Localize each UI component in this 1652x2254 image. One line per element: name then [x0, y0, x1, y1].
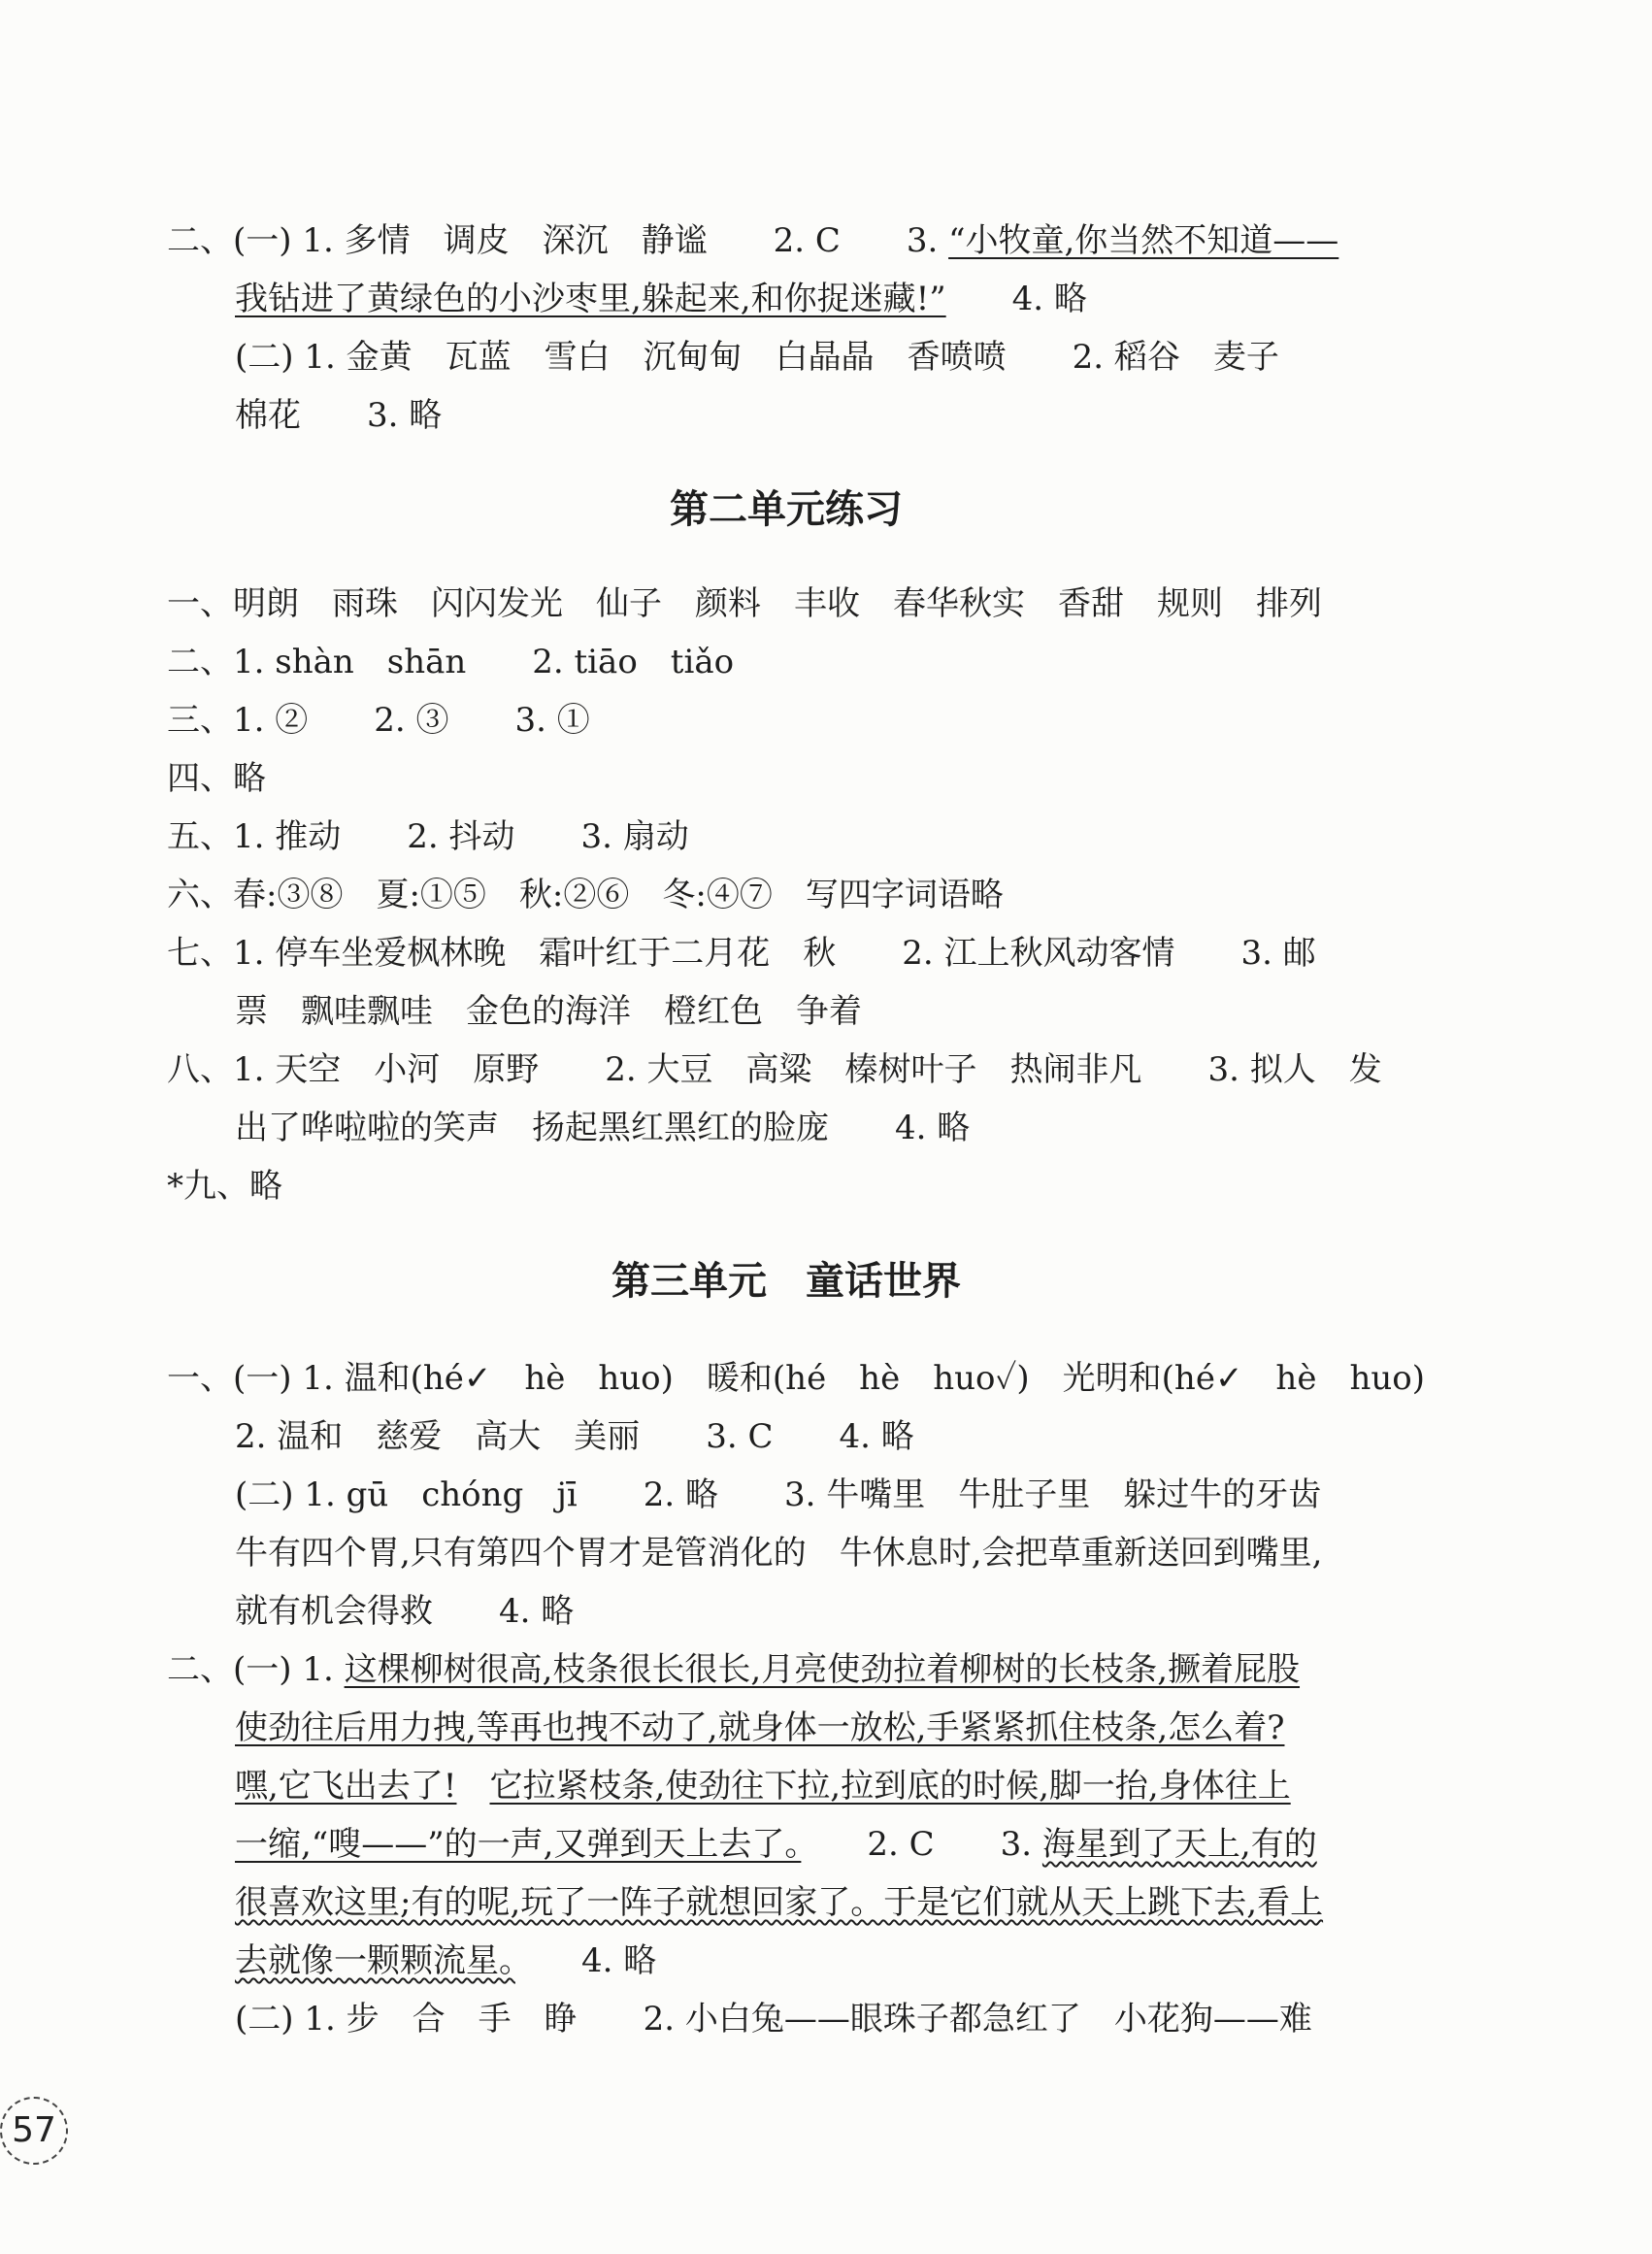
unit3-b3-underlined-b: 它拉紧枝条,使劲往下拉,拉到底的时候,脚一抬,身体往上 [489, 1767, 1291, 1806]
unit3-b1 [167, 1648, 1300, 1691]
unit3-b3-underlined-a: 嘿,它飞出去了! [235, 1767, 457, 1806]
unit3-b1-underlined: 这棵柳树很高,枝条很长很长,月亮使劲拉着柳树的长枝条,撅着屁股 [344, 1650, 1301, 1689]
unit3-title: 第三单元 童话世界 [611, 1259, 961, 1304]
unit3-a2: 2. 温和 慈爱 高大 美丽 3. C 4. 略 [235, 1417, 914, 1456]
s1-line1-text: 二、(一) 1. 多情 调皮 深沉 静谧 2. C 3. [167, 221, 949, 260]
unit3-b4-mid: 2. C 3. [801, 1825, 1042, 1864]
unit3-b2 [235, 1707, 1284, 1749]
unit3-b2-underlined: 使劲往后用力拽,等再也拽不动了,就身体一放松,手紧紧抓住枝条,怎么着? [235, 1708, 1285, 1747]
s1-line2-underlined: 我钻进了黄绿色的小沙枣里,躲起来,和你捉迷藏!” [235, 280, 946, 318]
unit3-a4: 牛有四个胃,只有第四个胃才是管消化的 牛休息时,会把草重新送回到嘴里, [235, 1534, 1323, 1573]
s1-line2-suffix: 4. 略 [945, 280, 1087, 318]
unit2-q8b: 出了哗啦啦的笑声 扬起黑红黑红的脸庞 4. 略 [235, 1109, 971, 1147]
unit2-q7b: 票 飘哇飘哇 金色的海洋 橙红色 争着 [235, 992, 862, 1031]
unit3-b4-wavy: 海星到了天上,有的 [1041, 1825, 1317, 1864]
unit3-b6 [235, 1939, 656, 1982]
unit3-b3 [235, 1765, 1291, 1807]
unit2-q9: *九、略 [167, 1167, 282, 1206]
page-number: 57 [0, 2097, 68, 2165]
unit2-q3: 三、1. ② 2. ③ 3. ① [167, 701, 590, 740]
s1-line4: 棉花 3. 略 [235, 396, 443, 435]
unit2-title: 第二单元练习 [670, 487, 903, 532]
unit3-b7: (二) 1. 步 合 手 睁 2. 小白兔——眼珠子都急红了 小花狗——难 [235, 2000, 1312, 2039]
s1-line2 [235, 278, 1087, 320]
unit2-q8a: 八、1. 天空 小河 原野 2. 大豆 高粱 榛树叶子 热闹非凡 3. 拟人 发 [167, 1050, 1382, 1089]
s1-line1 [167, 219, 1338, 262]
unit3-a3: (二) 1. gū chóng jī 2. 略 3. 牛嘴里 牛肚子里 躲过牛的牙齿 [235, 1475, 1322, 1514]
s1-line3: (二) 1. 金黄 瓦蓝 雪白 沉甸甸 白晶晶 香喷喷 2. 稻谷 麦子 [235, 338, 1279, 377]
unit2-q4: 四、略 [167, 759, 266, 798]
unit2-q6: 六、春:③⑧ 夏:①⑤ 秋:②⑥ 冬:④⑦ 写四字词语略 [167, 876, 1004, 914]
unit3-b5 [235, 1881, 1323, 1924]
unit3-b4 [235, 1823, 1317, 1866]
unit3-b6-suffix: 4. 略 [515, 1941, 657, 1980]
unit2-q5: 五、1. 推动 2. 抖动 3. 扇动 [167, 817, 689, 856]
unit2-q1: 一、明朗 雨珠 闪闪发光 仙子 颜料 丰收 春华秋实 香甜 规则 排列 [167, 584, 1322, 623]
unit3-b6-wavy: 去就像一颗颗流星。 [235, 1941, 515, 1980]
s1-line1-underlined: “小牧童,你当然不知道—— [948, 221, 1339, 260]
unit3-a5: 就有机会得救 4. 略 [235, 1592, 575, 1631]
unit2-q2: 二、1. shàn shān 2. tiāo tiǎo [167, 643, 735, 681]
unit3-b4-underlined: 一缩,“嗖——”的一声,又弹到天上去了。 [235, 1825, 802, 1864]
unit2-q7a: 七、1. 停车坐爱枫林晚 霜叶红于二月花 秋 2. 江上秋风动客情 3. 邮 [167, 934, 1316, 973]
unit3-b1-prefix: 二、(一) 1. [167, 1650, 345, 1689]
unit3-b3-gap [456, 1767, 489, 1806]
unit3-b5-wavy: 很喜欢这里;有的呢,玩了一阵子就想回家了。于是它们就从天上跳下去,看上 [235, 1883, 1324, 1922]
unit3-a1: 一、(一) 1. 温和(hé✓ hè huo) 暖和(hé hè huo✓) 光明和(hé✓ hè huo) [167, 1359, 1425, 1398]
